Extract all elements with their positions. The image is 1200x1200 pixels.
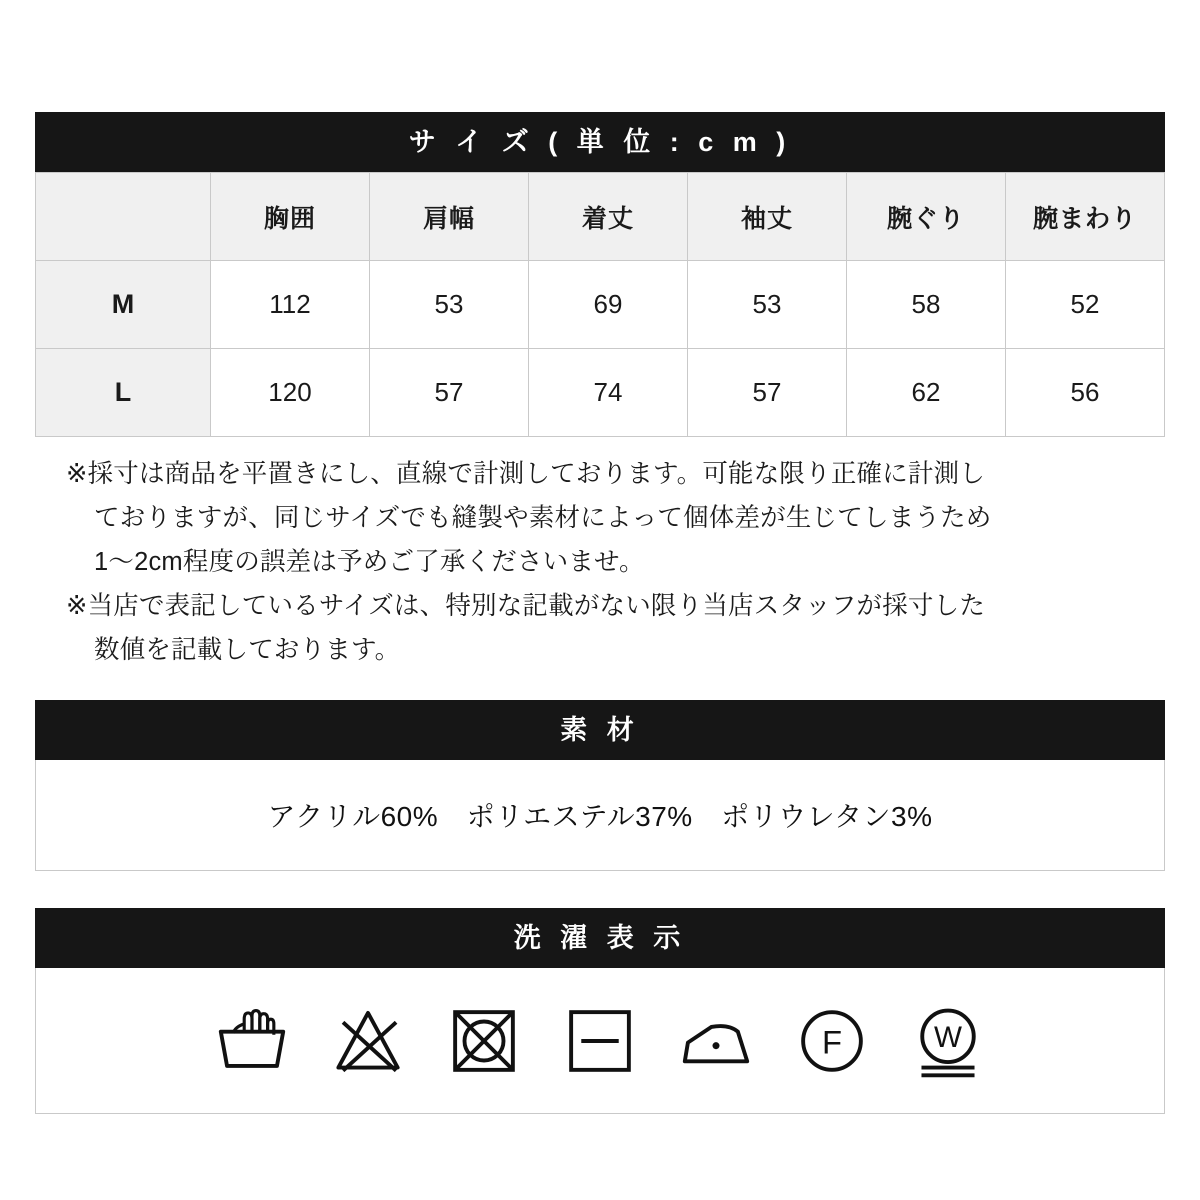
column-header-size xyxy=(36,173,211,261)
cell-l-armhole: 62 xyxy=(847,349,1006,437)
size-section xyxy=(35,112,1165,437)
table-row xyxy=(36,349,1165,437)
note-line-3: 1〜2cm程度の誤差は予めご了承くださいませ。 xyxy=(94,548,645,576)
svg-text:F: F xyxy=(821,1022,843,1060)
row-header-size-l: L xyxy=(36,349,211,437)
note-line-5: 数値を記載しております。 xyxy=(94,636,401,664)
cell-m-sleeve: 53 xyxy=(688,261,847,349)
iron-low-icon xyxy=(677,1002,755,1080)
wash-care-section xyxy=(35,908,1165,1114)
row-header-size-m: M xyxy=(36,261,211,349)
column-header-length: 着丈 xyxy=(529,173,688,261)
column-header-sleeve: 袖丈 xyxy=(688,173,847,261)
wet-clean-w-icon xyxy=(909,1002,987,1080)
no-tumble-dry-icon xyxy=(445,1002,523,1080)
cell-l-sleeve: 57 xyxy=(688,349,847,437)
cell-m-length: 69 xyxy=(529,261,688,349)
cell-m-armcircumference: 52 xyxy=(1006,261,1165,349)
table-header-row xyxy=(36,173,1165,261)
note-line-4: ※当店で表記しているサイズは、特別な記載がない限り当店スタッフが採寸した xyxy=(66,592,986,620)
table-row xyxy=(36,261,1165,349)
material-section xyxy=(35,700,1165,871)
no-bleach-icon xyxy=(329,1002,407,1080)
size-section-title: サ イ ズ ( 単 位 : c m ) xyxy=(35,112,1165,172)
wash-icon-row xyxy=(35,968,1165,1114)
note-line-2: ておりますが、同じサイズでも縫製や素材によって個体差が生じてしまうため xyxy=(94,504,992,532)
material-text: アクリル60% ポリエステル37% ポリウレタン3% xyxy=(35,760,1165,871)
size-table xyxy=(35,172,1165,437)
hand-wash-icon xyxy=(213,1002,291,1080)
note-line-1: ※採寸は商品を平置きにし、直線で計測しております。可能な限り正確に計測し xyxy=(66,460,986,488)
column-header-armcircumference: 腕まわり xyxy=(1006,173,1165,261)
cell-l-length: 74 xyxy=(529,349,688,437)
column-header-bust: 胸囲 xyxy=(211,173,370,261)
cell-m-shoulder: 53 xyxy=(370,261,529,349)
dry-clean-f-icon xyxy=(793,1002,871,1080)
measurement-notes xyxy=(66,452,1136,672)
material-section-title: 素 材 xyxy=(35,700,1165,760)
column-header-shoulder: 肩幅 xyxy=(370,173,529,261)
flat-dry-icon xyxy=(561,1002,639,1080)
column-header-armhole: 腕ぐり xyxy=(847,173,1006,261)
cell-m-armhole: 58 xyxy=(847,261,1006,349)
cell-m-bust: 112 xyxy=(211,261,370,349)
cell-l-shoulder: 57 xyxy=(370,349,529,437)
cell-l-armcircumference: 56 xyxy=(1006,349,1165,437)
svg-text:W: W xyxy=(934,1020,962,1054)
cell-l-bust: 120 xyxy=(211,349,370,437)
wash-section-title: 洗 濯 表 示 xyxy=(35,908,1165,968)
